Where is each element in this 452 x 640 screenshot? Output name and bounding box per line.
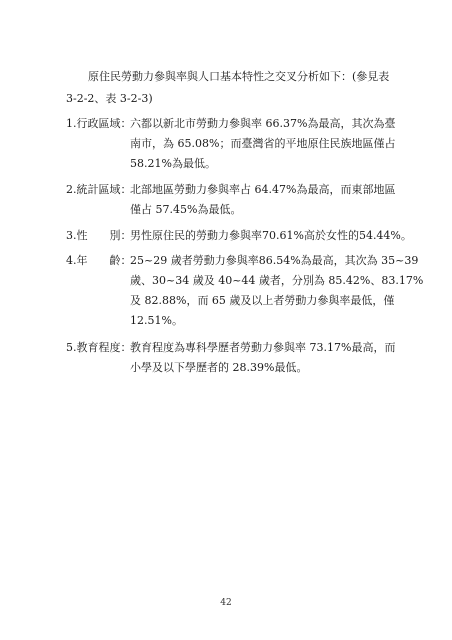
item-line: 小學及以下學歷者的 28.39%最低。	[130, 361, 308, 374]
item-label: 2.統計區域：	[66, 183, 132, 196]
item-line: 25~29 歲者勞動力參與率86.54%為最高，其次為 35~39	[130, 254, 419, 267]
item-body	[130, 180, 396, 220]
item-label: 5.教育程度：	[66, 341, 132, 354]
item-line: 教育程度為專科學歷者勞動力參與率 73.17%最高，而	[130, 341, 396, 354]
item-line: 男性原住民的勞動力參與率70.61%高於女性的54.44%。	[130, 229, 412, 242]
item-line: 歲、30~34 歲及 40~44 歲者，分別為 85.42%、83.17%	[130, 274, 424, 287]
item-body	[130, 251, 424, 331]
intro-line: 3-2-2、表 3-2-3)	[66, 92, 153, 105]
item-body	[130, 114, 396, 174]
item-label: 3.性 別：	[66, 229, 132, 242]
item-line: 北部地區勞動力參與率占 64.47%為最高，而東部地區	[130, 183, 396, 196]
item-line: 六都以新北市勞動力參與率 66.37%為最高，其次為臺	[130, 117, 396, 130]
item-body	[130, 226, 412, 246]
item-line: 及 82.88%，而 65 歲及以上者勞動力參與率最低，僅	[130, 294, 395, 307]
item-line: 58.21%為最低。	[130, 157, 216, 170]
intro-line: 原住民勞動力參與率與人口基本特性之交叉分析如下：(參見表	[88, 70, 390, 83]
item-label: 1.行政區域：	[66, 117, 132, 130]
item-line: 南市，為 65.08%；而臺灣省的平地原住民族地區僅占	[130, 137, 396, 150]
item-line: 12.51%。	[130, 314, 183, 327]
page-number: 42	[220, 598, 232, 608]
item-line: 僅占 57.45%為最低。	[130, 203, 242, 216]
item-label: 4.年 齡：	[66, 254, 132, 267]
intro-paragraph	[66, 66, 396, 110]
item-body	[130, 338, 396, 378]
